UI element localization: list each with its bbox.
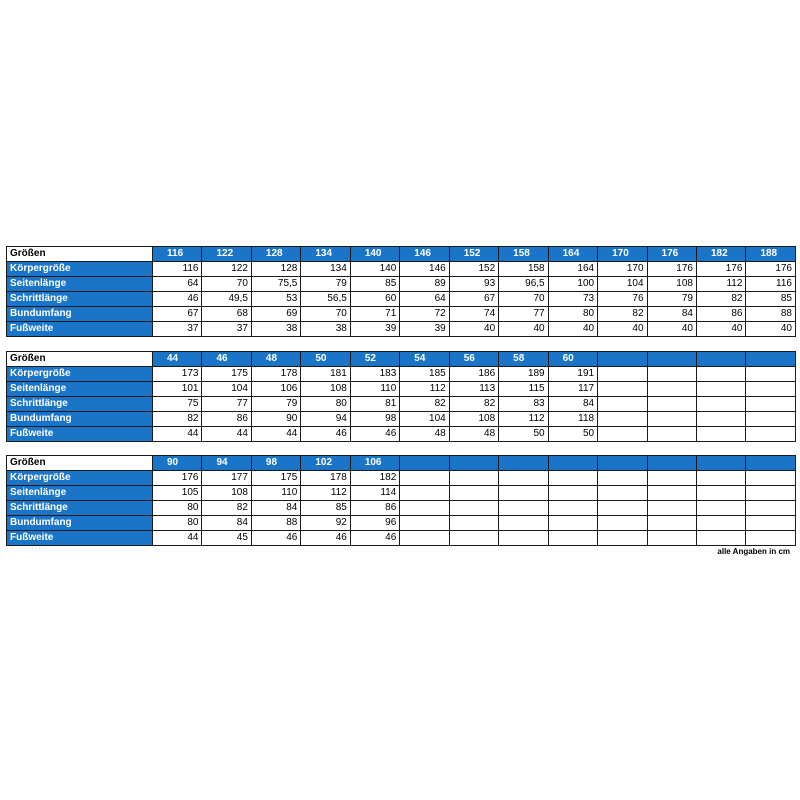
row-label: Bundumfang (7, 307, 153, 322)
measurement-cell: 92 (301, 516, 350, 531)
measurement-cell (400, 531, 449, 546)
table-row (7, 382, 796, 397)
measurement-cell: 82 (400, 397, 449, 412)
measurement-cell: 38 (251, 322, 300, 337)
measurement-cell: 116 (746, 277, 796, 292)
measurement-cell: 158 (499, 262, 548, 277)
measurement-cell (746, 471, 796, 486)
measurement-cell: 64 (153, 277, 202, 292)
measurement-cell: 44 (153, 427, 202, 442)
watermark-logo: ◌ ········· (10, 545, 49, 552)
measurement-cell: 86 (696, 307, 745, 322)
table-header-row (7, 352, 796, 367)
measurement-cell: 117 (548, 382, 597, 397)
row-label: Bundumfang (7, 516, 153, 531)
measurement-cell: 50 (499, 427, 548, 442)
measurement-cell: 38 (301, 322, 350, 337)
measurement-cell (647, 486, 696, 501)
size-header-cell: 140 (350, 247, 399, 262)
measurement-cell: 40 (647, 322, 696, 337)
size-header-cell: 98 (251, 456, 300, 471)
measurement-cell: 177 (202, 471, 251, 486)
table-row (7, 412, 796, 427)
measurement-cell (400, 471, 449, 486)
size-table-women (6, 351, 796, 442)
measurement-cell: 77 (202, 397, 251, 412)
measurement-cell: 175 (202, 367, 251, 382)
measurement-cell (449, 531, 498, 546)
size-header-cell: 116 (153, 247, 202, 262)
measurement-cell: 53 (251, 292, 300, 307)
size-header-cell: 46 (202, 352, 251, 367)
measurement-cell: 189 (499, 367, 548, 382)
size-header-cell: 44 (153, 352, 202, 367)
measurement-cell: 108 (202, 486, 251, 501)
measurement-cell: 40 (449, 322, 498, 337)
measurement-cell (696, 397, 745, 412)
row-label: Körpergröße (7, 367, 153, 382)
measurement-cell (647, 397, 696, 412)
measurement-cell: 82 (696, 292, 745, 307)
size-header-cell: 188 (746, 247, 796, 262)
measurement-cell: 67 (153, 307, 202, 322)
measurement-cell: 40 (696, 322, 745, 337)
measurement-cell (746, 412, 796, 427)
measurement-cell (598, 531, 647, 546)
measurement-cell: 96 (350, 516, 399, 531)
table-row (7, 486, 796, 501)
sizes-header-label: Größen (7, 352, 153, 367)
size-header-cell: 52 (350, 352, 399, 367)
measurement-cell: 182 (350, 471, 399, 486)
row-label: Schrittlänge (7, 292, 153, 307)
measurement-cell: 178 (251, 367, 300, 382)
measurement-cell: 46 (350, 427, 399, 442)
measurement-cell (598, 397, 647, 412)
measurement-cell: 80 (301, 397, 350, 412)
measurement-cell: 39 (350, 322, 399, 337)
measurement-cell: 164 (548, 262, 597, 277)
measurement-cell: 80 (548, 307, 597, 322)
measurement-cell (449, 516, 498, 531)
measurement-cell (598, 471, 647, 486)
table-row (7, 427, 796, 442)
size-header-cell: 170 (598, 247, 647, 262)
measurement-cell: 88 (746, 307, 796, 322)
measurement-cell: 90 (251, 412, 300, 427)
measurement-cell: 82 (153, 412, 202, 427)
measurement-cell (499, 531, 548, 546)
measurement-cell: 40 (499, 322, 548, 337)
measurement-cell: 186 (449, 367, 498, 382)
measurement-cell (499, 516, 548, 531)
size-header-cell: 60 (548, 352, 597, 367)
table-row (7, 277, 796, 292)
measurement-cell (548, 516, 597, 531)
row-label: Schrittlänge (7, 397, 153, 412)
measurement-cell: 82 (202, 501, 251, 516)
measurement-cell (598, 367, 647, 382)
measurement-cell: 128 (251, 262, 300, 277)
table-row (7, 501, 796, 516)
size-header-cell: 164 (548, 247, 597, 262)
measurement-cell: 170 (598, 262, 647, 277)
measurement-cell (449, 471, 498, 486)
measurement-cell: 89 (400, 277, 449, 292)
measurement-cell: 101 (153, 382, 202, 397)
size-header-cell (746, 352, 796, 367)
row-label: Bundumfang (7, 412, 153, 427)
measurement-cell: 50 (548, 427, 597, 442)
measurement-cell (647, 412, 696, 427)
measurement-cell: 108 (647, 277, 696, 292)
measurement-cell (696, 427, 745, 442)
measurement-cell (746, 531, 796, 546)
size-header-cell: 182 (696, 247, 745, 262)
size-header-cell: 54 (400, 352, 449, 367)
measurement-cell: 70 (202, 277, 251, 292)
measurement-cell: 176 (153, 471, 202, 486)
measurement-cell: 56,5 (301, 292, 350, 307)
size-header-cell: 94 (202, 456, 251, 471)
measurement-cell: 76 (598, 292, 647, 307)
size-header-cell: 152 (449, 247, 498, 262)
row-label: Seitenlänge (7, 277, 153, 292)
measurement-cell (647, 367, 696, 382)
measurement-cell: 64 (400, 292, 449, 307)
table-header-row (7, 247, 796, 262)
measurement-cell (499, 471, 548, 486)
sizes-header-label: Größen (7, 456, 153, 471)
size-header-cell: 90 (153, 456, 202, 471)
measurement-cell: 115 (499, 382, 548, 397)
measurement-cell (746, 382, 796, 397)
size-header-cell: 128 (251, 247, 300, 262)
row-label: Fußweite (7, 322, 153, 337)
measurement-cell (647, 501, 696, 516)
size-header-cell: 56 (449, 352, 498, 367)
size-table-men (6, 455, 796, 546)
size-header-cell (696, 456, 745, 471)
row-label: Seitenlänge (7, 486, 153, 501)
measurement-cell: 84 (647, 307, 696, 322)
measurement-cell (647, 471, 696, 486)
measurement-cell: 75,5 (251, 277, 300, 292)
measurement-cell (598, 486, 647, 501)
measurement-cell: 44 (153, 531, 202, 546)
table-row (7, 471, 796, 486)
size-header-cell: 134 (301, 247, 350, 262)
size-header-cell (548, 456, 597, 471)
measurement-cell: 60 (350, 292, 399, 307)
measurement-cell: 77 (499, 307, 548, 322)
table-row (7, 516, 796, 531)
measurement-cell: 175 (251, 471, 300, 486)
measurement-cell: 71 (350, 307, 399, 322)
measurement-cell: 46 (301, 531, 350, 546)
measurement-cell (746, 427, 796, 442)
measurement-cell: 191 (548, 367, 597, 382)
measurement-cell: 84 (202, 516, 251, 531)
measurement-cell: 70 (499, 292, 548, 307)
measurement-cell (499, 501, 548, 516)
measurement-cell: 108 (449, 412, 498, 427)
measurement-cell: 181 (301, 367, 350, 382)
measurement-cell (746, 367, 796, 382)
measurement-cell: 176 (696, 262, 745, 277)
measurement-cell: 104 (598, 277, 647, 292)
table-row (7, 292, 796, 307)
measurement-cell: 112 (499, 412, 548, 427)
measurement-cell: 104 (400, 412, 449, 427)
measurement-cell: 173 (153, 367, 202, 382)
measurement-cell: 40 (548, 322, 597, 337)
measurement-cell: 49,5 (202, 292, 251, 307)
measurement-cell: 178 (301, 471, 350, 486)
size-header-cell: 158 (499, 247, 548, 262)
table-header-row (7, 456, 796, 471)
measurement-cell: 112 (696, 277, 745, 292)
row-label: Körpergröße (7, 262, 153, 277)
measurement-cell: 104 (202, 382, 251, 397)
size-header-cell (647, 352, 696, 367)
measurement-cell (598, 427, 647, 442)
measurement-cell: 176 (647, 262, 696, 277)
measurement-cell (647, 516, 696, 531)
size-header-cell (647, 456, 696, 471)
measurement-cell: 106 (251, 382, 300, 397)
measurement-cell: 37 (202, 322, 251, 337)
measurement-cell (548, 471, 597, 486)
measurement-cell: 68 (202, 307, 251, 322)
size-header-cell (746, 456, 796, 471)
measurement-cell (696, 516, 745, 531)
size-header-cell: 58 (499, 352, 548, 367)
measurement-cell: 114 (350, 486, 399, 501)
measurement-cell: 46 (350, 531, 399, 546)
measurement-cell: 183 (350, 367, 399, 382)
size-header-cell: 102 (301, 456, 350, 471)
sizes-header-label: Größen (7, 247, 153, 262)
measurement-cell (400, 486, 449, 501)
measurement-cell (647, 531, 696, 546)
measurement-cell (696, 531, 745, 546)
units-note: alle Angaben in cm (717, 547, 790, 556)
table-row (7, 531, 796, 546)
measurement-cell (449, 501, 498, 516)
measurement-cell: 94 (301, 412, 350, 427)
measurement-cell: 79 (251, 397, 300, 412)
measurement-cell: 84 (251, 501, 300, 516)
measurement-cell: 110 (350, 382, 399, 397)
measurement-cell (598, 501, 647, 516)
measurement-cell: 44 (202, 427, 251, 442)
measurement-cell (696, 382, 745, 397)
measurement-cell: 45 (202, 531, 251, 546)
measurement-cell: 85 (746, 292, 796, 307)
measurement-cell (696, 367, 745, 382)
measurement-cell (598, 412, 647, 427)
measurement-cell: 108 (301, 382, 350, 397)
measurement-cell (548, 501, 597, 516)
size-header-cell (598, 456, 647, 471)
measurement-cell: 80 (153, 501, 202, 516)
measurement-cell: 118 (548, 412, 597, 427)
measurement-cell: 176 (746, 262, 796, 277)
size-header-cell: 50 (301, 352, 350, 367)
measurement-cell (548, 486, 597, 501)
measurement-cell: 81 (350, 397, 399, 412)
measurement-cell: 85 (301, 501, 350, 516)
row-label: Körpergröße (7, 471, 153, 486)
measurement-cell: 39 (400, 322, 449, 337)
measurement-cell: 86 (350, 501, 399, 516)
measurement-cell (696, 501, 745, 516)
size-header-cell (449, 456, 498, 471)
size-header-cell (499, 456, 548, 471)
row-label: Schrittlänge (7, 501, 153, 516)
measurement-cell: 122 (202, 262, 251, 277)
size-header-cell: 48 (251, 352, 300, 367)
measurement-cell: 152 (449, 262, 498, 277)
measurement-cell: 83 (499, 397, 548, 412)
measurement-cell (400, 501, 449, 516)
measurement-cell: 82 (449, 397, 498, 412)
measurement-cell: 140 (350, 262, 399, 277)
measurement-cell: 105 (153, 486, 202, 501)
measurement-cell: 82 (598, 307, 647, 322)
measurement-cell: 100 (548, 277, 597, 292)
size-header-cell (696, 352, 745, 367)
measurement-cell (647, 427, 696, 442)
measurement-cell: 86 (202, 412, 251, 427)
measurement-cell: 70 (301, 307, 350, 322)
measurement-cell: 48 (449, 427, 498, 442)
table-row (7, 307, 796, 322)
measurement-cell: 79 (647, 292, 696, 307)
measurement-cell: 93 (449, 277, 498, 292)
size-header-cell: 176 (647, 247, 696, 262)
measurement-cell (746, 486, 796, 501)
measurement-cell: 75 (153, 397, 202, 412)
measurement-cell: 44 (251, 427, 300, 442)
measurement-cell: 40 (598, 322, 647, 337)
measurement-cell: 72 (400, 307, 449, 322)
measurement-cell (499, 486, 548, 501)
measurement-cell: 110 (251, 486, 300, 501)
measurement-cell: 88 (251, 516, 300, 531)
measurement-cell: 69 (251, 307, 300, 322)
table-row (7, 322, 796, 337)
measurement-cell (746, 397, 796, 412)
measurement-cell: 84 (548, 397, 597, 412)
measurement-cell (598, 516, 647, 531)
measurement-cell: 112 (400, 382, 449, 397)
measurement-cell: 134 (301, 262, 350, 277)
size-header-cell: 146 (400, 247, 449, 262)
row-label: Fußweite (7, 531, 153, 546)
measurement-cell: 37 (153, 322, 202, 337)
table-row (7, 397, 796, 412)
measurement-cell (746, 516, 796, 531)
size-table-children (6, 246, 796, 337)
measurement-cell (400, 516, 449, 531)
measurement-cell (647, 382, 696, 397)
measurement-cell: 46 (301, 427, 350, 442)
size-header-cell (598, 352, 647, 367)
measurement-cell: 98 (350, 412, 399, 427)
measurement-cell: 46 (251, 531, 300, 546)
measurement-cell (548, 531, 597, 546)
measurement-cell (449, 486, 498, 501)
measurement-cell: 40 (746, 322, 796, 337)
measurement-cell: 80 (153, 516, 202, 531)
size-header-cell: 106 (350, 456, 399, 471)
measurement-cell: 67 (449, 292, 498, 307)
measurement-cell: 46 (153, 292, 202, 307)
row-label: Fußweite (7, 427, 153, 442)
measurement-cell: 79 (301, 277, 350, 292)
size-header-cell (400, 456, 449, 471)
size-header-cell: 122 (202, 247, 251, 262)
measurement-cell: 96,5 (499, 277, 548, 292)
measurement-cell (746, 501, 796, 516)
measurement-cell: 73 (548, 292, 597, 307)
measurement-cell: 112 (301, 486, 350, 501)
measurement-cell (696, 486, 745, 501)
measurement-cell: 113 (449, 382, 498, 397)
table-row (7, 262, 796, 277)
measurement-cell: 48 (400, 427, 449, 442)
measurement-cell (598, 382, 647, 397)
table-row (7, 367, 796, 382)
measurement-cell: 185 (400, 367, 449, 382)
row-label: Seitenlänge (7, 382, 153, 397)
measurement-cell (696, 471, 745, 486)
measurement-cell: 146 (400, 262, 449, 277)
measurement-cell (696, 412, 745, 427)
measurement-cell: 116 (153, 262, 202, 277)
measurement-cell: 85 (350, 277, 399, 292)
measurement-cell: 74 (449, 307, 498, 322)
